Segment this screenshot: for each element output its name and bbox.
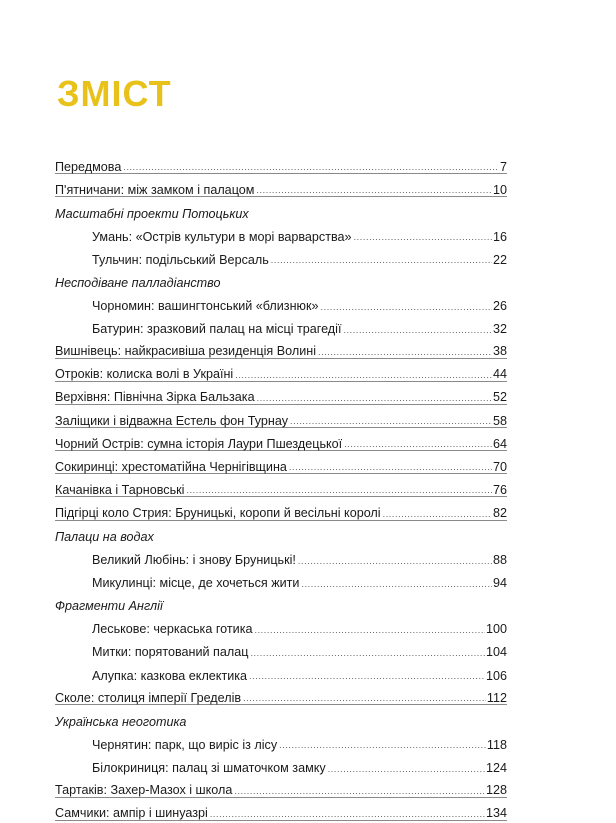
dot-leader <box>257 394 492 403</box>
toc-entry-title: Умань: «Острів культури в морі варварства» <box>92 229 352 244</box>
dot-leader <box>321 303 492 312</box>
toc-entry-title: Митки: порятований палац <box>92 645 249 660</box>
toc-entry-title: Українська неоготика <box>55 714 187 729</box>
toc-entry-title: Великий Любінь: і знову Бруницькі! <box>92 553 296 568</box>
toc-entry-line <box>55 415 507 429</box>
toc-entry-title: Леськове: черкаська готика <box>92 622 253 637</box>
dot-leader <box>290 417 492 426</box>
toc-entry <box>55 430 507 453</box>
toc-entry <box>55 153 507 176</box>
toc-section-heading <box>55 592 507 615</box>
toc-page-number: 38 <box>492 344 507 359</box>
toc-entry-line <box>55 784 507 798</box>
toc-entry-line <box>55 391 507 405</box>
toc-entry-title: Несподіване палладіанство <box>55 275 221 290</box>
toc-entry-title: Сокиринці: хрестоматійна Чернігівщина <box>55 459 287 474</box>
toc-entry-title: Тартаків: Захер-Мазох і школа <box>55 783 233 798</box>
toc-entry <box>55 753 507 776</box>
toc-entry <box>55 499 507 522</box>
toc-entry-title: Батурин: зразковий палац на місці трагедії <box>92 322 342 337</box>
toc-entry-line <box>92 254 507 267</box>
toc-page-number: 112 <box>486 690 507 705</box>
toc-page-number: 64 <box>492 436 507 451</box>
toc-page-number: 88 <box>492 553 507 568</box>
toc-entry-line <box>92 577 507 590</box>
toc-entry-title: Качанівка і Тарновські <box>55 482 185 497</box>
toc-entry-title: Самчики: ампір і шинуазрі <box>55 806 208 821</box>
toc-entry-title: Чорний Острів: сумна історія Лаури Пшездецької <box>55 436 343 451</box>
dot-leader <box>210 810 485 819</box>
toc-page-number: 128 <box>485 783 507 798</box>
toc-entry-line <box>55 208 507 221</box>
toc-entry-line <box>92 646 507 659</box>
dot-leader <box>383 510 492 519</box>
toc-entry-title: Палаци на водах <box>55 530 154 544</box>
dot-leader <box>328 765 485 774</box>
dot-leader <box>318 348 492 357</box>
toc-entry <box>55 453 507 476</box>
toc-entry-line <box>55 161 507 175</box>
dot-leader <box>279 741 486 750</box>
toc-page-number: 118 <box>486 737 507 752</box>
toc-entry <box>55 730 507 753</box>
table-of-contents <box>55 153 507 823</box>
toc-page-number: 52 <box>492 390 507 405</box>
toc-entry-title: Сколе: столиця імперії Гределів <box>55 690 242 705</box>
toc-entry-title: Верхівня: Північна Зірка Бальзака <box>55 390 255 405</box>
toc-entry-line <box>55 716 507 729</box>
toc-entry <box>55 407 507 430</box>
toc-section-heading <box>55 199 507 222</box>
toc-entry-title: Отроків: колиска волі в Україні <box>55 367 234 382</box>
toc-entry-title: Фрагменти Англії <box>55 599 163 614</box>
dot-leader <box>343 326 492 335</box>
toc-entry-title: Підгірці коло Стрия: Бруницькі, коропи й весільні королі <box>55 505 381 520</box>
toc-entry <box>55 292 507 315</box>
toc-entry <box>55 361 507 384</box>
toc-entry-title: Микулинці: місце, де хочеться жити <box>92 576 300 591</box>
toc-section-heading <box>55 268 507 291</box>
toc-entry <box>55 315 507 338</box>
dot-leader <box>235 371 492 380</box>
toc-entry-line <box>55 692 507 706</box>
toc-page-number: 76 <box>492 482 507 497</box>
toc-entry <box>55 384 507 407</box>
toc-entry-line <box>92 762 507 775</box>
toc-entry-line <box>92 670 507 683</box>
dot-leader <box>254 626 485 635</box>
toc-entry <box>55 338 507 361</box>
toc-page-number: 22 <box>492 252 507 267</box>
toc-entry-line <box>55 277 507 290</box>
toc-entry-line <box>55 807 507 821</box>
toc-page-number: 100 <box>485 622 507 637</box>
dot-leader <box>250 649 485 658</box>
toc-entry-line <box>92 300 507 313</box>
toc-entry-title: Чорномин: вашингтонський «близнюк» <box>92 299 319 314</box>
toc-entry-line <box>92 554 507 567</box>
toc-page-number: 10 <box>492 182 507 197</box>
toc-entry-line <box>55 438 507 452</box>
toc-page-number: 82 <box>492 505 507 520</box>
toc-entry <box>55 476 507 499</box>
toc-entry <box>55 176 507 199</box>
dot-leader <box>271 256 492 265</box>
toc-entry <box>55 684 507 707</box>
toc-entry-title: Заліщики і відважна Естель фон Турнау <box>55 413 289 428</box>
dot-leader <box>256 186 492 195</box>
dot-leader <box>298 557 492 566</box>
toc-entry-line <box>55 345 507 359</box>
dot-leader <box>123 163 499 172</box>
dot-leader <box>354 233 492 242</box>
toc-entry <box>55 222 507 245</box>
toc-page-number: 16 <box>492 229 507 244</box>
toc-entry <box>55 546 507 569</box>
toc-page-number: 134 <box>485 806 507 821</box>
toc-page-number: 44 <box>492 367 507 382</box>
toc-page-number: 26 <box>492 299 507 314</box>
toc-entry-line <box>55 484 507 498</box>
toc-page-number: 106 <box>485 668 507 683</box>
dot-leader <box>344 440 492 449</box>
toc-entry-line <box>55 600 507 613</box>
dot-leader <box>234 787 485 796</box>
toc-entry-line <box>55 531 507 544</box>
dot-leader <box>289 463 492 472</box>
toc-page-number: 58 <box>492 413 507 428</box>
toc-entry <box>55 245 507 268</box>
toc-entry-title: Чернятин: парк, що виріс із лісу <box>92 737 278 752</box>
toc-section-heading <box>55 707 507 730</box>
toc-entry <box>55 615 507 638</box>
toc-entry-title: Масштабні проекти Потоцьких <box>55 206 249 221</box>
toc-entry-title: Тульчин: подільський Версаль <box>92 252 269 267</box>
toc-entry <box>55 800 507 823</box>
toc-page-number: 94 <box>492 576 507 591</box>
toc-entry-title: Передмова <box>55 159 122 174</box>
toc-entry-title: П'ятничани: між замком і палацом <box>55 182 255 197</box>
toc-entry <box>55 638 507 661</box>
toc-section-heading <box>55 523 507 546</box>
toc-entry-line <box>55 507 507 521</box>
dot-leader <box>301 580 492 589</box>
toc-page-number: 104 <box>485 645 507 660</box>
toc-entry-title: Білокриниця: палац зі шматочком замку <box>92 760 326 775</box>
toc-entry <box>55 661 507 684</box>
toc-entry-title: Вишнівець: найкрасивіша резиденція Волині <box>55 344 316 359</box>
toc-page-number: 124 <box>485 760 507 775</box>
toc-entry <box>55 569 507 592</box>
dot-leader <box>249 672 485 681</box>
toc-entry <box>55 777 507 800</box>
toc-entry-line <box>55 461 507 475</box>
toc-entry-line <box>55 368 507 382</box>
page-title: ЗМІСТ <box>57 73 172 114</box>
toc-entry-line <box>92 623 507 636</box>
toc-entry-line <box>92 231 507 244</box>
toc-entry-line <box>92 739 507 752</box>
toc-page-number: 32 <box>492 322 507 337</box>
toc-entry-line <box>55 184 507 198</box>
toc-page-number: 7 <box>499 159 507 174</box>
toc-page-number: 70 <box>492 459 507 474</box>
dot-leader <box>186 486 492 495</box>
toc-entry-line <box>92 323 507 336</box>
toc-entry-title: Алупка: казкова еклектика <box>92 668 248 683</box>
dot-leader <box>243 694 486 703</box>
